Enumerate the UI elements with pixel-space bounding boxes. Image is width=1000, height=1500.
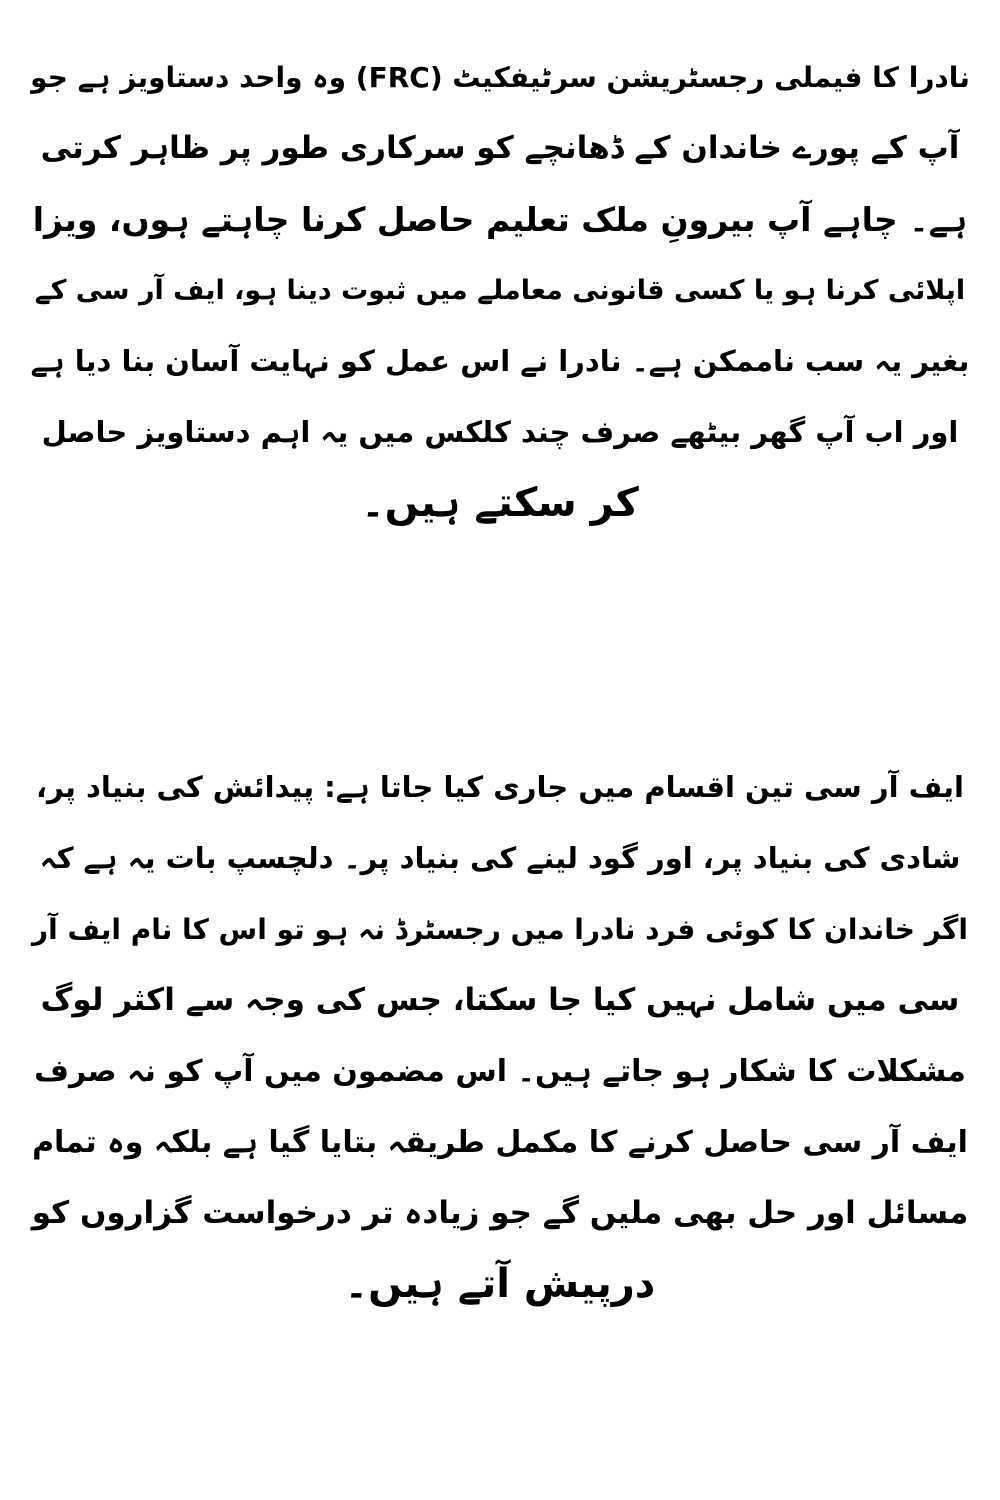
text-line: شادی کی بنیاد پر، اور گود لینے کی بنیاد پر۔ دلچسپ بات یہ ہے کہ bbox=[39, 841, 961, 875]
text-line: ایف آر سی حاصل کرنے کا مکمل طریقہ بتایا گیا ہے بلکہ وہ تمام bbox=[32, 1125, 968, 1160]
text-line: بغیر یہ سب ناممکن ہے۔ نادرا نے اس عمل کو نہایت آسان بنا دیا ہے bbox=[30, 344, 970, 378]
text-line: مسائل اور حل بھی ملیں گے جو زیادہ تر درخواست گزاروں کو bbox=[31, 1195, 969, 1231]
text-line: نادرا کا فیملی رجسٹریشن سرٹیفکیٹ (FRC) وہ واحد دستاویز ہے جو bbox=[30, 61, 970, 94]
paragraph-frc-types bbox=[30, 752, 970, 1320]
text-line: اور اب آپ گھر بیٹھے صرف چند کلکس میں یہ اہم دستاویز حاصل bbox=[41, 415, 959, 449]
text-line: اگر خاندان کا کوئی فرد نادرا میں رجسٹرڈ نہ ہو تو اس کا نام ایف آر bbox=[32, 913, 968, 946]
text-line: ایف آر سی تین اقسام میں جاری کیا جاتا ہے: پیدائش کی بنیاد پر، bbox=[36, 770, 964, 804]
text-line: سی میں شامل نہیں کیا جا سکتا، جس کی وجہ سے اکثر لوگ bbox=[40, 982, 960, 1018]
text-line: درپیش آتے ہیں۔ bbox=[344, 1261, 656, 1307]
paragraph-frc-intro bbox=[30, 42, 970, 539]
text-line: کر سکتے ہیں۔ bbox=[361, 480, 639, 526]
text-line: مشکلات کا شکار ہو جاتے ہیں۔ اس مضمون میں آپ کو نہ صرف bbox=[34, 1054, 966, 1089]
text-line: ہے۔ چاہے آپ بیرونِ ملک تعلیم حاصل کرنا چاہتے ہوں، ویزا bbox=[32, 200, 968, 239]
text-line: اپلائی کرنا ہو یا کسی قانونی معاملے میں ثبوت دینا ہو، ایف آر سی کے bbox=[34, 275, 966, 306]
text-line: آپ کے پورے خاندان کے ڈھانچے کو سرکاری طور پر ظاہر کرتی bbox=[40, 130, 960, 166]
